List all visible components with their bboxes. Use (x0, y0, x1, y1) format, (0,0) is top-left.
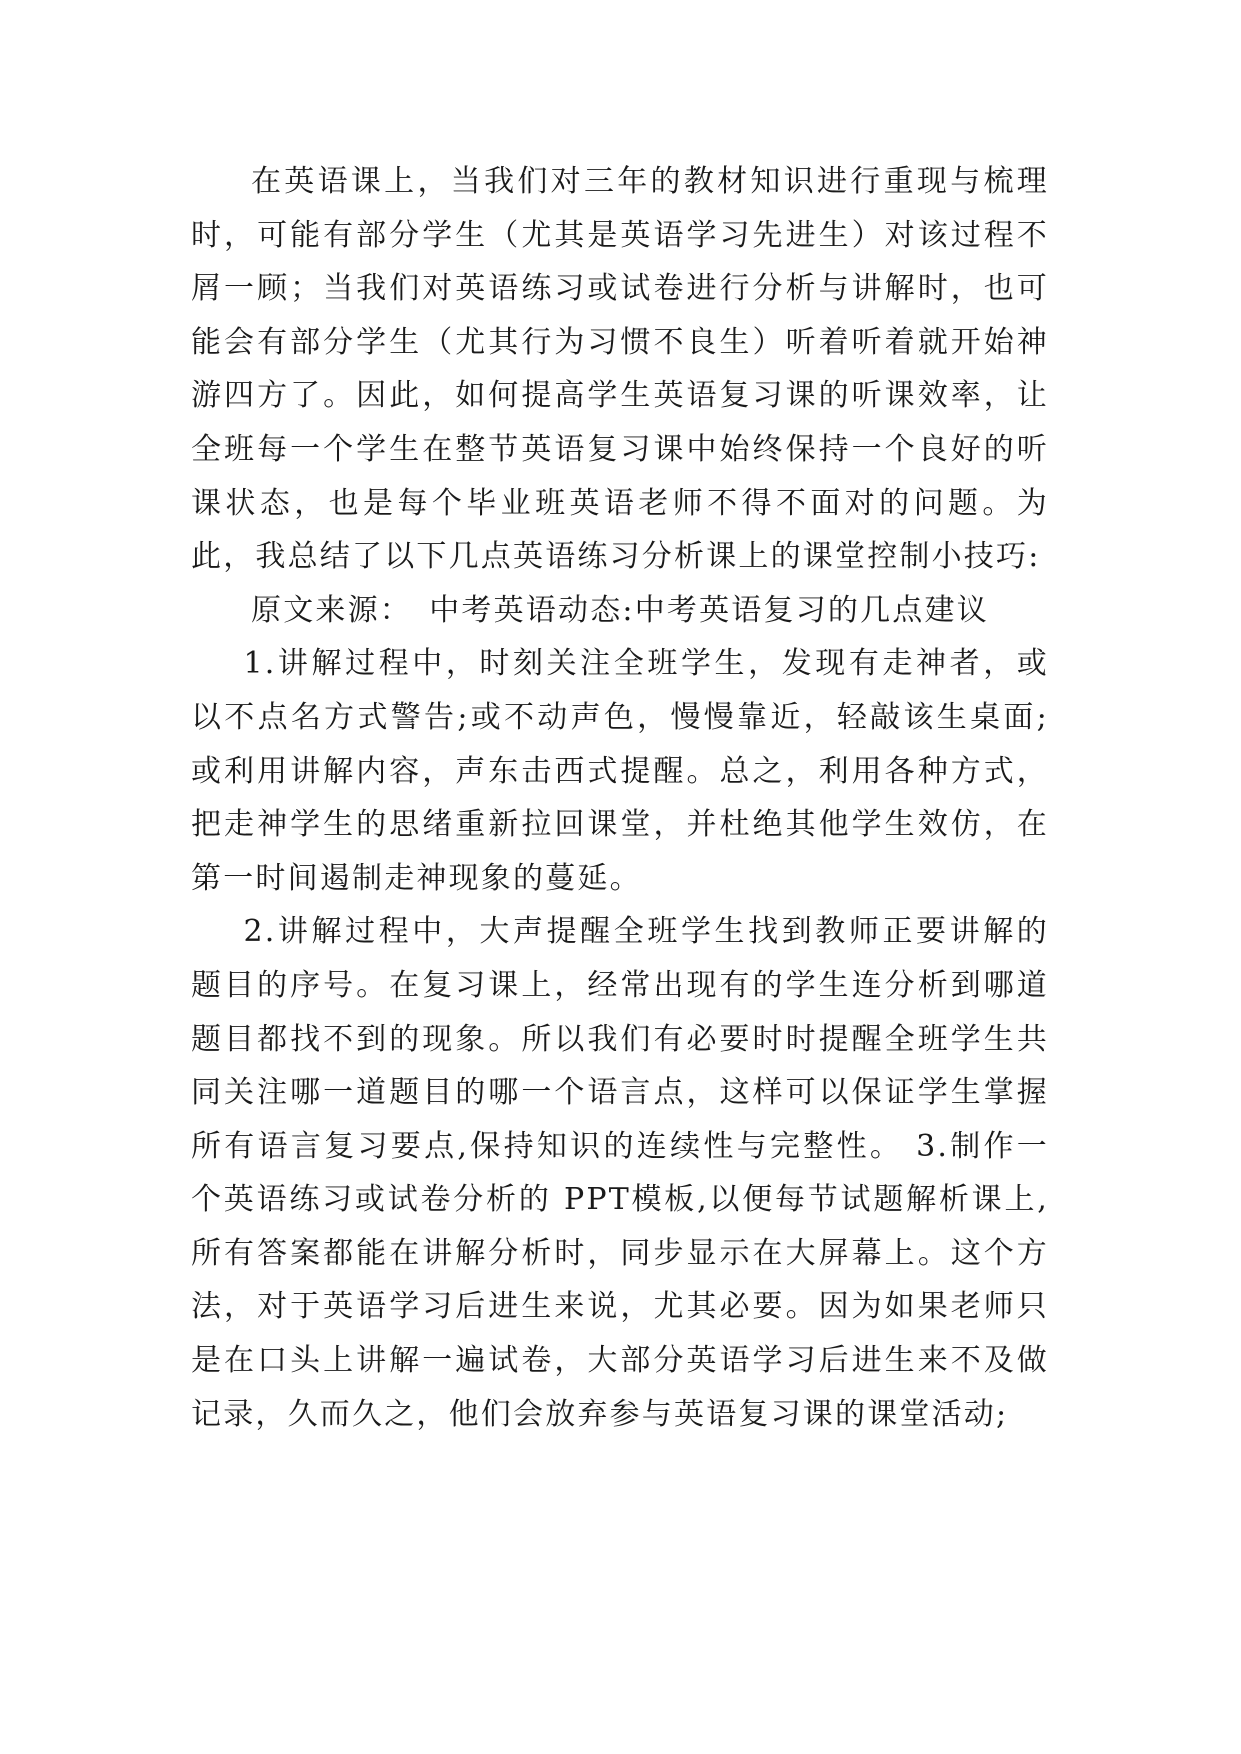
document-body (191, 155, 1049, 1441)
tip-2-3-paragraph: 2.讲解过程中，大声提醒全班学生找到教师正要讲解的题目的序号。在复习课上，经常出现有的学生连分析到哪道题目都找不到的现象。所以我们有必要时时提醒全班学生共同关注哪一道题目的哪一个语言点，这样可以保证学生掌握所有语言复习要点,保持知识的连续性与完整性。 3.制作一个英语练习或试卷分析的 PPT模板,以便每节试题解析课上,所有答案都能在讲解分析时，同步显示在大屏幕上。这个方法，对于英语学习后进生来说，尤其必要。因为如果老师只是在口头上讲解一遍试卷，大部分英语学习后进生来不及做记录，久而久之，他们会放弃参与英语复习课的课堂活动; (191, 914, 1049, 1432)
tip-1-paragraph: 1.讲解过程中，时刻关注全班学生，发现有走神者，或以不点名方式警告;或不动声色，慢慢靠近，轻敲该生桌面;或利用讲解内容，声东击西式提醒。总之，利用各种方式，把走神学生的思绪重新拉回课堂，并杜绝其他学生效仿，在第一时间遏制走神现象的蔓延。 (191, 646, 1049, 896)
source-line: 原文来源： 中考英语动态:中考英语复习的几点建议 (251, 592, 989, 628)
intro-paragraph: 在英语课上，当我们对三年的教材知识进行重现与梳理时，可能有部分学生（尤其是英语学习先进生）对该过程不屑一顾；当我们对英语练习或试卷进行分析与讲解时，也可能会有部分学生（尤其行为习惯不良生）听着听着就开始神游四方了。因此，如何提高学生英语复习课的听课效率，让全班每一个学生在整节英语复习课中始终保持一个良好的听课状态，也是每个毕业班英语老师不得不面对的问题。为此，我总结了以下几点英语练习分析课上的课堂控制小技巧: (191, 164, 1049, 575)
